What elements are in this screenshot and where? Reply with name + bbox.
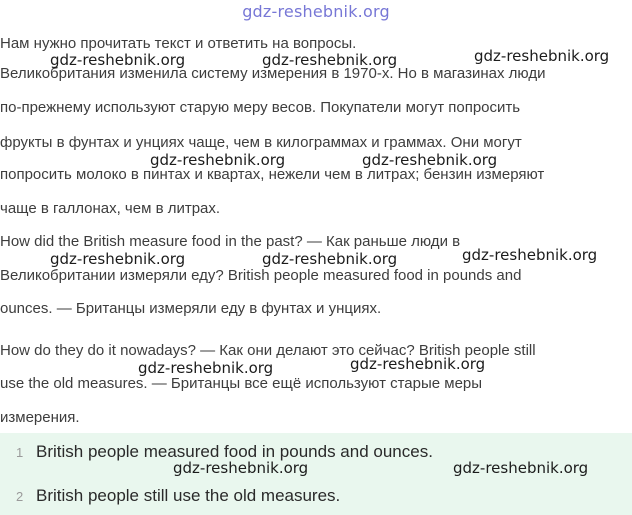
text-line: чаще в галлонах, чем в литрах.	[0, 200, 221, 217]
watermark: gdz-reshebnik.org	[474, 47, 610, 65]
site-logo-text: gdz-reshebnik.org	[242, 2, 390, 21]
text-line: попросить молоко в пинтах и квартах, нежели чем в литрах; бензин измеряют	[0, 166, 545, 183]
text-line: How did the British measure food in the past? — Как раньше люди в	[0, 233, 461, 250]
watermark: gdz-reshebnik.org	[138, 359, 274, 377]
text-line: ounces. — Британцы измеряли еду в фунтах и унциях.	[0, 300, 382, 317]
answer-number: 1	[16, 445, 24, 460]
watermark: gdz-reshebnik.org	[50, 51, 186, 69]
answer-text: British people still use the old measures.	[36, 486, 341, 505]
answer-number: 2	[16, 489, 24, 504]
text-line: по-прежнему используют старую меру весов. Покупатели могут попросить	[0, 99, 521, 116]
text-line: фрукты в фунтах и унциях чаще, чем в килограммах и граммах. Они могут	[0, 134, 522, 151]
text-line: Нам нужно прочитать текст и ответить на вопросы.	[0, 35, 357, 52]
watermark: gdz-reshebnik.org	[50, 250, 186, 268]
text-line: How do they do it nowadays? — Как они делают это сейчас? British people still	[0, 342, 536, 359]
answer-text: British people measured food in pounds and ounces.	[36, 442, 433, 461]
watermark: gdz-reshebnik.org	[262, 250, 398, 268]
text-line: Великобритании измеряли еду? British people measured food in pounds and	[0, 267, 522, 284]
watermark: gdz-reshebnik.org	[173, 459, 309, 477]
watermark: gdz-reshebnik.org	[362, 151, 498, 169]
watermark: gdz-reshebnik.org	[462, 246, 598, 264]
text-line: измерения.	[0, 409, 80, 426]
text-line: use the old measures. — Британцы все ещё используют старые меры	[0, 375, 483, 392]
watermark: gdz-reshebnik.org	[350, 355, 486, 373]
site-header	[0, 0, 632, 26]
watermark: gdz-reshebnik.org	[150, 151, 286, 169]
watermark: gdz-reshebnik.org	[262, 51, 398, 69]
watermark: gdz-reshebnik.org	[453, 459, 589, 477]
text-line: Великобритания изменила систему измерения в 1970-х. Но в магазинах люди	[0, 65, 546, 82]
